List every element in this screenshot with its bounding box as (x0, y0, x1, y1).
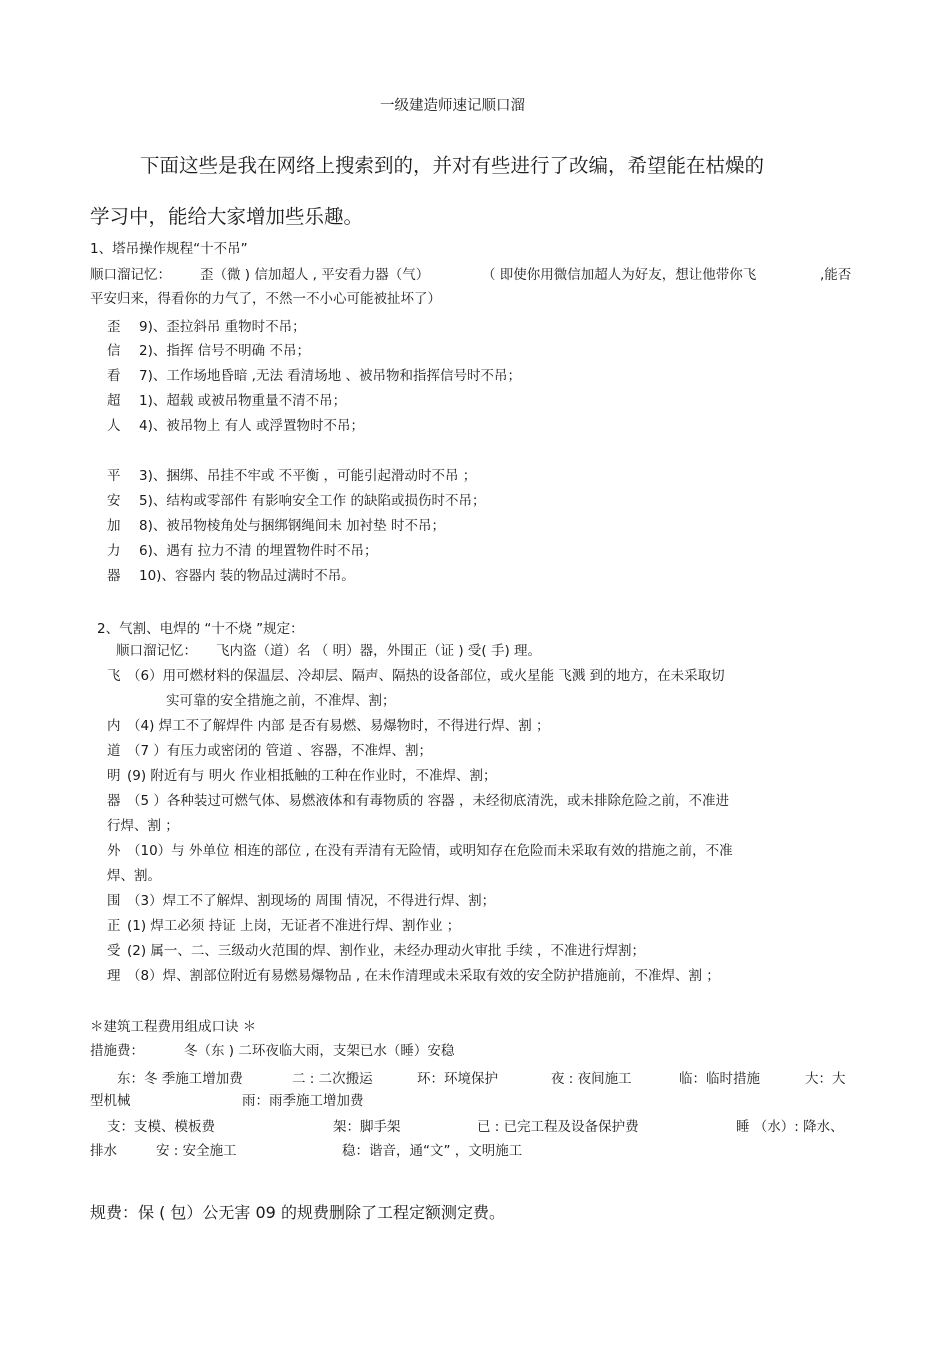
item-text: (1) 焊工必须 持证 上岗，无证者不准进行焊、割作业 ； (127, 918, 461, 934)
list-item (107, 517, 445, 535)
list-item (107, 567, 355, 585)
item-text: （10）与 外单位 相连的部位 , 在没有弄清有无险情，或明知存在危险而未采取有效的措施之前，不准 (127, 843, 733, 859)
list-item (107, 342, 310, 360)
item-text: 1)、超载 或被吊物重量不清不吊； (139, 393, 347, 409)
section-2-heading: 2、气割、电焊的 “十不烧 ”规定： (97, 621, 304, 637)
list-item (107, 318, 306, 336)
item-text: （8）焊、割部位附近有易燃易爆物品 , 在未作清理或未采取有效的安全防护措施前，不准焊、割 ； (127, 968, 720, 984)
list-item (107, 842, 733, 860)
list-item (107, 892, 496, 910)
measure-fee-line (90, 1042, 690, 1060)
mnemonic-note-end: ,能否 (820, 267, 852, 283)
fee-item: 夜 : 夜间施工 (551, 1071, 632, 1087)
item-key: 道 (107, 743, 121, 759)
item-text: （4) 焊工不了解焊件 内部 是否有易燃、易爆物时，不得进行焊、割 ； (127, 718, 550, 734)
mnemonic-label: 顺口溜记忆： (90, 267, 171, 283)
item-key: 内 (107, 718, 121, 734)
measure-fee-text: 冬（东 ) 二环夜临大雨，支架已水（睡）安稳 (184, 1043, 455, 1059)
item-text: 6)、遇有 拉力不清 的埋置物件时不吊； (139, 543, 378, 559)
list-item (107, 667, 725, 685)
fee-item: 睡 （水）: 降水、 (736, 1119, 844, 1135)
mnemonic-note: （ 即使你用微信加超人为好友，想让他带你飞 (482, 267, 757, 283)
fee-item-cont: 型机械 (90, 1093, 131, 1109)
item-text: 10)、容器内 装的物品过满时不吊。 (139, 568, 355, 584)
list-item-cont: 实可靠的安全措施之前，不准焊、割； (166, 693, 396, 709)
list-item (107, 392, 347, 410)
item-text: (2) 属一、二、三级动火范围的焊、割作业，未经办理动火审批 手续 ，不准进行焊割； (127, 943, 645, 959)
list-item (107, 792, 729, 810)
section-1-heading: 1、塔吊操作规程“十不吊” (90, 241, 248, 257)
item-text: 9)、歪拉斜吊 重物时不吊； (139, 319, 306, 335)
list-item (107, 767, 497, 785)
list-item (107, 967, 720, 985)
item-key: 平 (107, 468, 121, 484)
fee-item: 稳：谐音，通“文” ，文明施工 (342, 1143, 523, 1159)
list-item (107, 417, 364, 435)
fee-item-cont: 排水 (90, 1143, 117, 1159)
fee-item: 临：临时措施 (679, 1071, 760, 1087)
section-1-mnemonic (90, 266, 870, 284)
item-key: 看 (107, 368, 121, 384)
list-item (107, 467, 477, 485)
item-key: 明 (107, 768, 121, 784)
fee-item: 二 : 二次搬运 (292, 1071, 373, 1087)
fee-item: 支：支模、模板费 (107, 1119, 215, 1135)
list-item (107, 917, 461, 935)
item-text: （7 ）有压力或密闭的 管道 、容器，不准焊、割； (127, 743, 432, 759)
item-text: （5 ）各种装过可燃气体、易燃液体和有毒物质的 容器 ，未经彻底清洗，或未排除危险之前，不准进 (127, 793, 729, 809)
fee-item: 安 : 安全施工 (156, 1143, 237, 1159)
intro-line-2: 学习中，能给大家增加些乐趣。 (90, 205, 364, 228)
item-key: 歪 (107, 319, 121, 335)
list-item (107, 367, 522, 385)
mnemonic-label: 顺口溜记忆： (116, 643, 197, 659)
doc-title: 一级建造师速记顺口溜 (380, 98, 525, 114)
item-text: 4)、被吊物上 有人 或浮置物时不吊； (139, 418, 364, 434)
fee-item: 环：环境保护 (417, 1071, 498, 1087)
list-item (107, 717, 550, 735)
list-item-cont: 焊、割。 (107, 868, 161, 884)
list-item (107, 542, 378, 560)
item-key: 飞 (107, 668, 121, 684)
item-key: 力 (107, 543, 121, 559)
item-key: 外 (107, 843, 121, 859)
item-text: （3）焊工不了解焊、割现场的 周围 情况，不得进行焊、割； (127, 893, 496, 909)
list-item-cont: 行焊、割 ； (107, 818, 179, 834)
item-key: 器 (107, 793, 121, 809)
item-key: 受 (107, 943, 121, 959)
measure-fee-label: 措施费： (90, 1043, 144, 1059)
item-text: (9) 附近有与 明火 作业相抵触的工种在作业时，不准焊、割； (127, 768, 497, 784)
fee-item: 架：脚手架 (333, 1119, 401, 1135)
intro-line-1: 下面这些是我在网络上搜索到的，并对有些进行了改编，希望能在枯燥的 (140, 154, 765, 177)
item-text: 2)、指挥 信号不明确 不吊； (139, 343, 310, 359)
fee-item: 雨：雨季施工增加费 (242, 1093, 364, 1109)
list-item (107, 742, 432, 760)
item-key: 正 (107, 918, 121, 934)
section-3-heading: ＊建筑工程费用组成口诀 ＊ (90, 1019, 257, 1035)
list-item (107, 492, 486, 510)
item-text: 7)、工作场地昏暗 ,无法 看清场地 、被吊物和指挥信号时不吊； (139, 368, 522, 384)
item-key: 超 (107, 393, 121, 409)
section-2-mnemonic (116, 642, 716, 660)
item-text: 5)、结构或零部件 有影响安全工作 的缺陷或损伤时不吊； (139, 493, 486, 509)
item-text: （6）用可燃材料的保温层、冷却层、隔声、隔热的设备部位，或火星能 飞溅 到的地方，在未采取切 (127, 668, 725, 684)
item-key: 信 (107, 343, 121, 359)
mnemonic-text: 飞内盗（道）名 （ 明）器，外围正（证 ) 受( 手) 理。 (216, 643, 542, 659)
mnemonic-text: 歪（微 ) 信加超人 , 平安看力器（气） (200, 267, 430, 283)
item-key: 围 (107, 893, 121, 909)
section-1-mnemonic-cont: 平安归来，得看你的力气了，不然一不小心可能被扯坏了） (90, 291, 441, 307)
list-item (107, 942, 645, 960)
regulation-fee-line: 规费：保 ( 包）公无害 09 的规费删除了工程定额测定费。 (90, 1203, 505, 1222)
fee-item: 大：大 (805, 1071, 846, 1087)
item-key: 人 (107, 418, 121, 434)
fee-item: 东：冬 季施工增加费 (117, 1071, 243, 1087)
item-key: 理 (107, 968, 121, 984)
item-key: 器 (107, 568, 121, 584)
fee-item: 已 : 已完工程及设备保护费 (477, 1119, 639, 1135)
item-key: 安 (107, 493, 121, 509)
item-text: 3)、捆绑、吊挂不牢或 不平衡 ，可能引起滑动时不吊 ； (139, 468, 477, 484)
item-key: 加 (107, 518, 121, 534)
item-text: 8)、被吊物棱角处与捆绑钢绳间未 加衬垫 时不吊； (139, 518, 445, 534)
